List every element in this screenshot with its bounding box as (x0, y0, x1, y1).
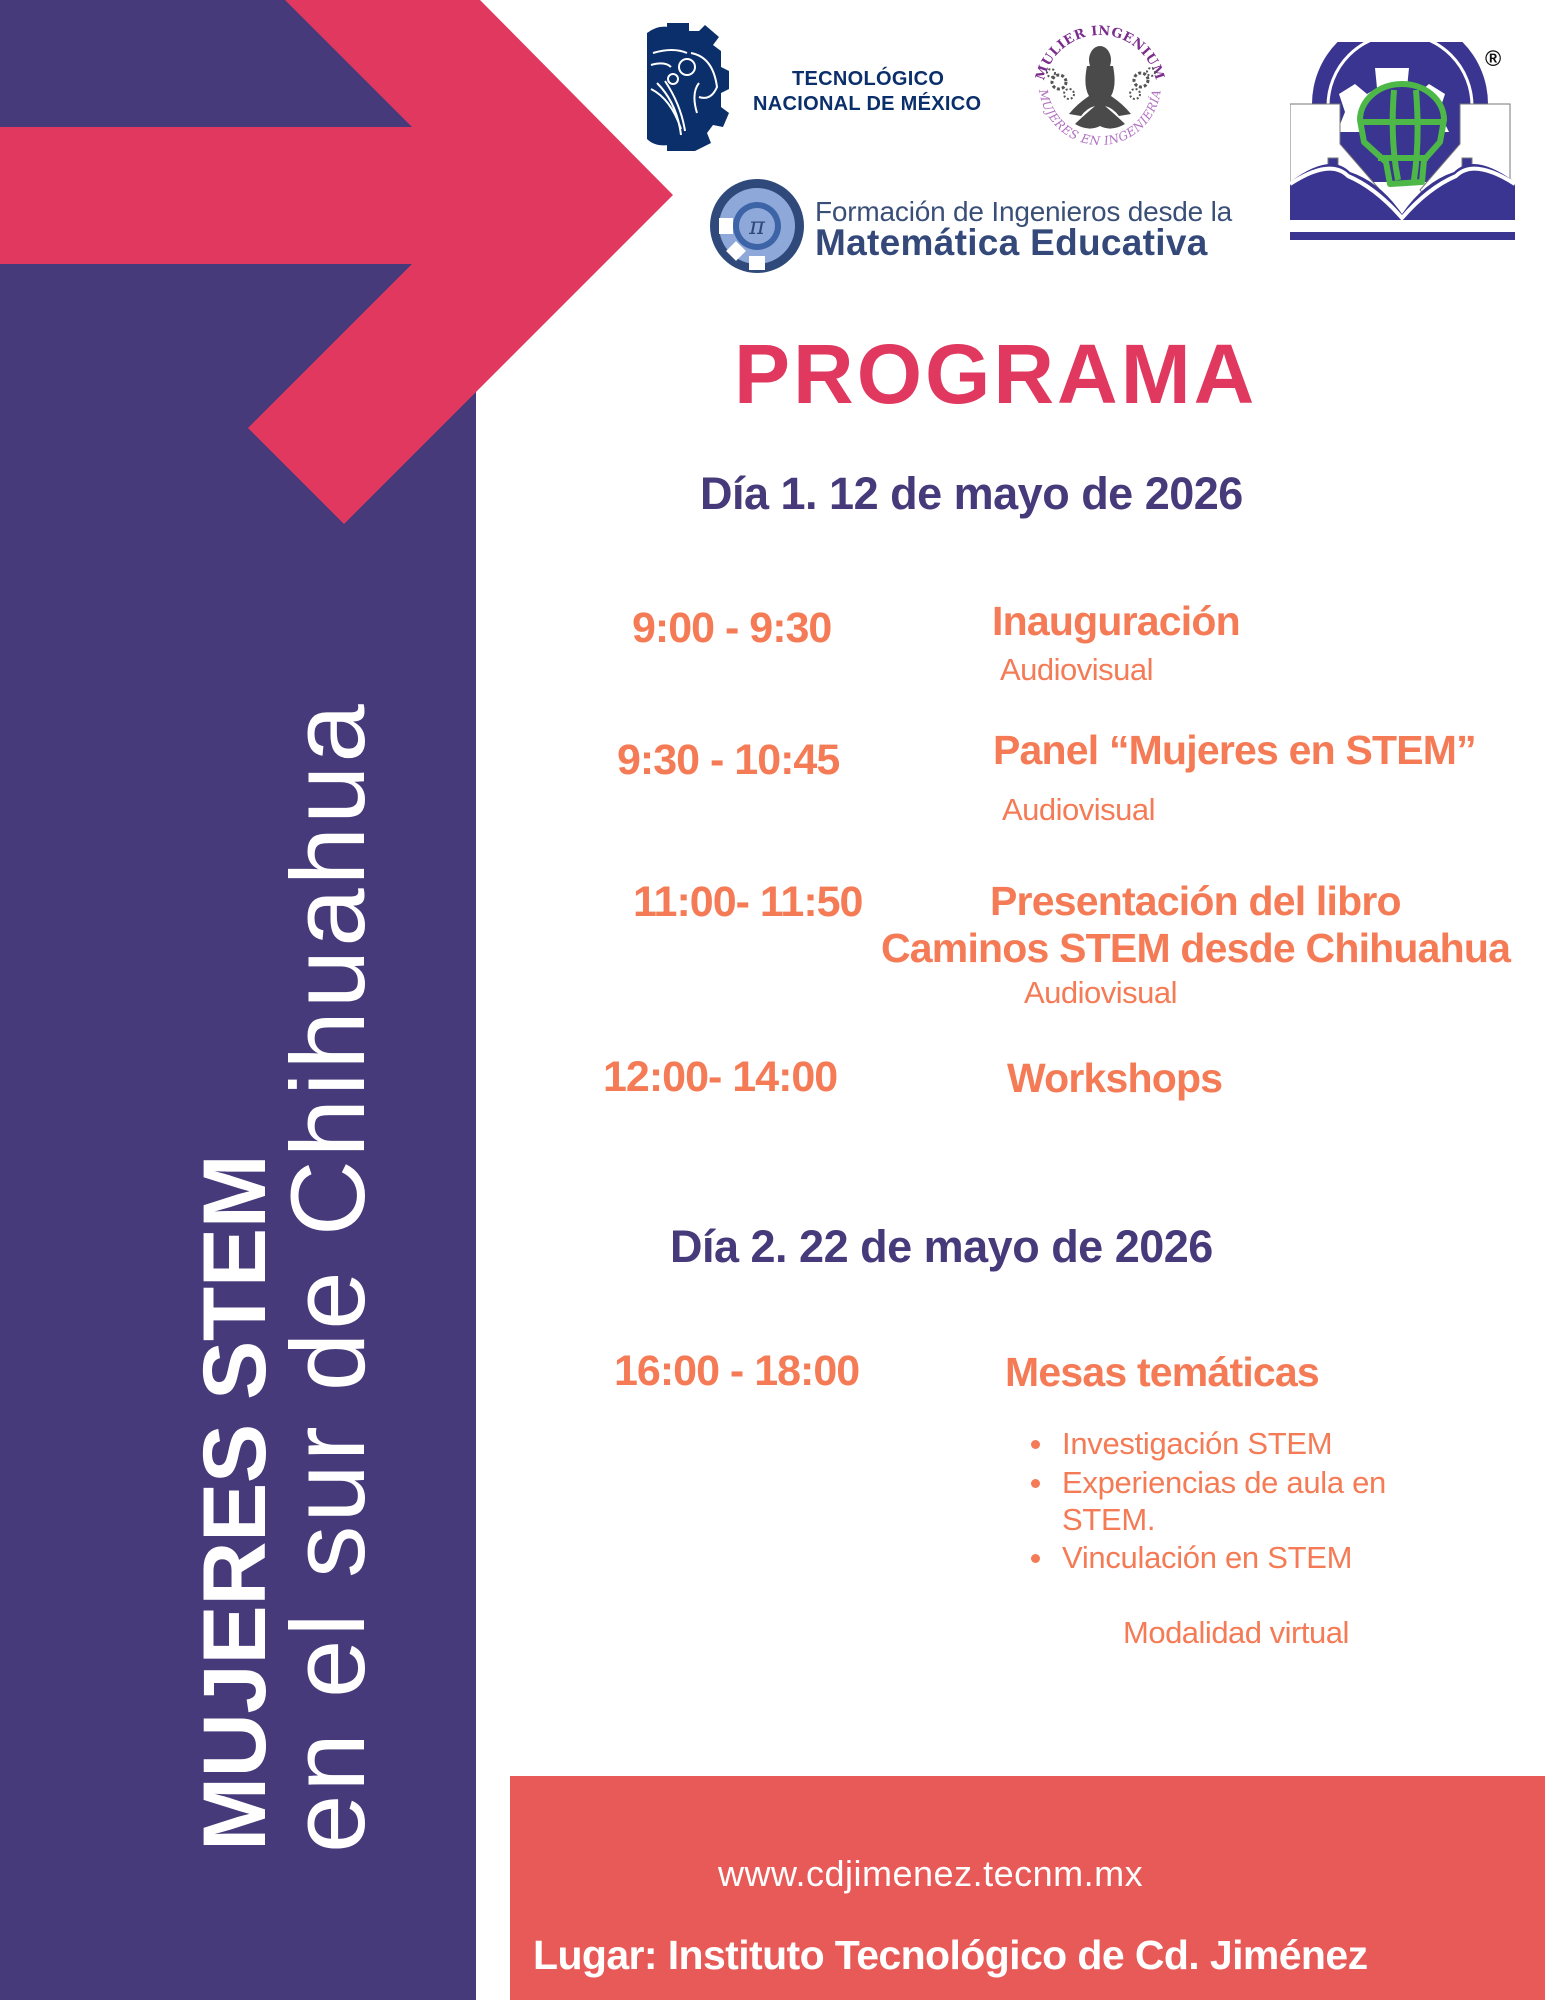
session-place: Modalidad virtual (1123, 1615, 1349, 1650)
program-heading: PROGRAMA (734, 327, 1258, 421)
location-text: Lugar: Instituto Tecnológico de Cd. Jiménez (533, 1932, 1368, 1978)
svg-text:MUJERES EN INGENIERÍA: MUJERES EN INGENIERÍA (1036, 87, 1164, 149)
svg-text:π: π (749, 212, 765, 240)
session-title-line2: Caminos STEM desde Chihuahua (881, 925, 1511, 971)
list-item: Experiencias de aula en (1062, 1465, 1386, 1500)
day-1-label: Día 1. 12 de mayo de 2026 (700, 468, 1243, 519)
fime-logo (705, 176, 1250, 276)
session-time: 9:00 - 9:30 (632, 604, 832, 652)
gear-globe-book-icon (1290, 42, 1515, 244)
session-place: Audiovisual (1000, 652, 1154, 687)
session-time: 11:00- 11:50 (633, 878, 863, 926)
bullet-icon (1031, 1554, 1040, 1563)
itcj-logo (1290, 42, 1515, 244)
bullet-icon (1031, 1440, 1040, 1449)
session-time: 12:00- 14:00 (603, 1053, 838, 1101)
sidebar-title-light: en el sur de Chihuahua (270, 701, 387, 1853)
session-time: 9:30 - 10:45 (617, 736, 840, 784)
list-item: Vinculación en STEM (1062, 1540, 1353, 1575)
tecnm-text-line2: NACIONAL DE MÉXICO (753, 93, 982, 115)
footer-banner (510, 1776, 1545, 2000)
gear-pi-icon (705, 176, 809, 276)
session-title: Workshops (1007, 1055, 1223, 1101)
sidebar-title-bold: MUJERES STEM (184, 1154, 284, 1851)
arrow-graphic-icon (0, 0, 680, 530)
session-title: Inauguración (992, 598, 1240, 644)
bullet-icon (1031, 1479, 1040, 1488)
session-title: Presentación del libro (990, 878, 1401, 924)
session-title: Panel “Mujeres en STEM” (993, 727, 1476, 773)
fime-text-line2: Matemática Educativa (815, 222, 1208, 263)
gear-eagle-icon (647, 23, 739, 151)
session-title: Mesas temáticas (1005, 1349, 1319, 1395)
list-item-continued: STEM. (1062, 1502, 1156, 1537)
svg-text:MULIER INGENIUM: MULIER INGENIUM (1033, 23, 1167, 83)
tecnm-logo (647, 23, 982, 153)
day-2-label: Día 2. 22 de mayo de 2026 (670, 1221, 1213, 1272)
meditating-woman-gears-icon (1025, 18, 1175, 166)
session-time: 16:00 - 18:00 (614, 1347, 860, 1395)
mulier-ingenium-logo (1025, 18, 1175, 166)
fime-text-line1: Formación de Ingenieros desde la (815, 196, 1232, 227)
session-place: Audiovisual (1024, 975, 1178, 1010)
registered-mark: ® (1485, 46, 1502, 71)
session-place: Audiovisual (1002, 792, 1156, 827)
list-item: Investigación STEM (1062, 1426, 1333, 1461)
tecnm-text-line1: TECNOLÓGICO (792, 68, 945, 90)
website-link[interactable]: www.cdjimenez.tecnm.mx (718, 1853, 1144, 1894)
